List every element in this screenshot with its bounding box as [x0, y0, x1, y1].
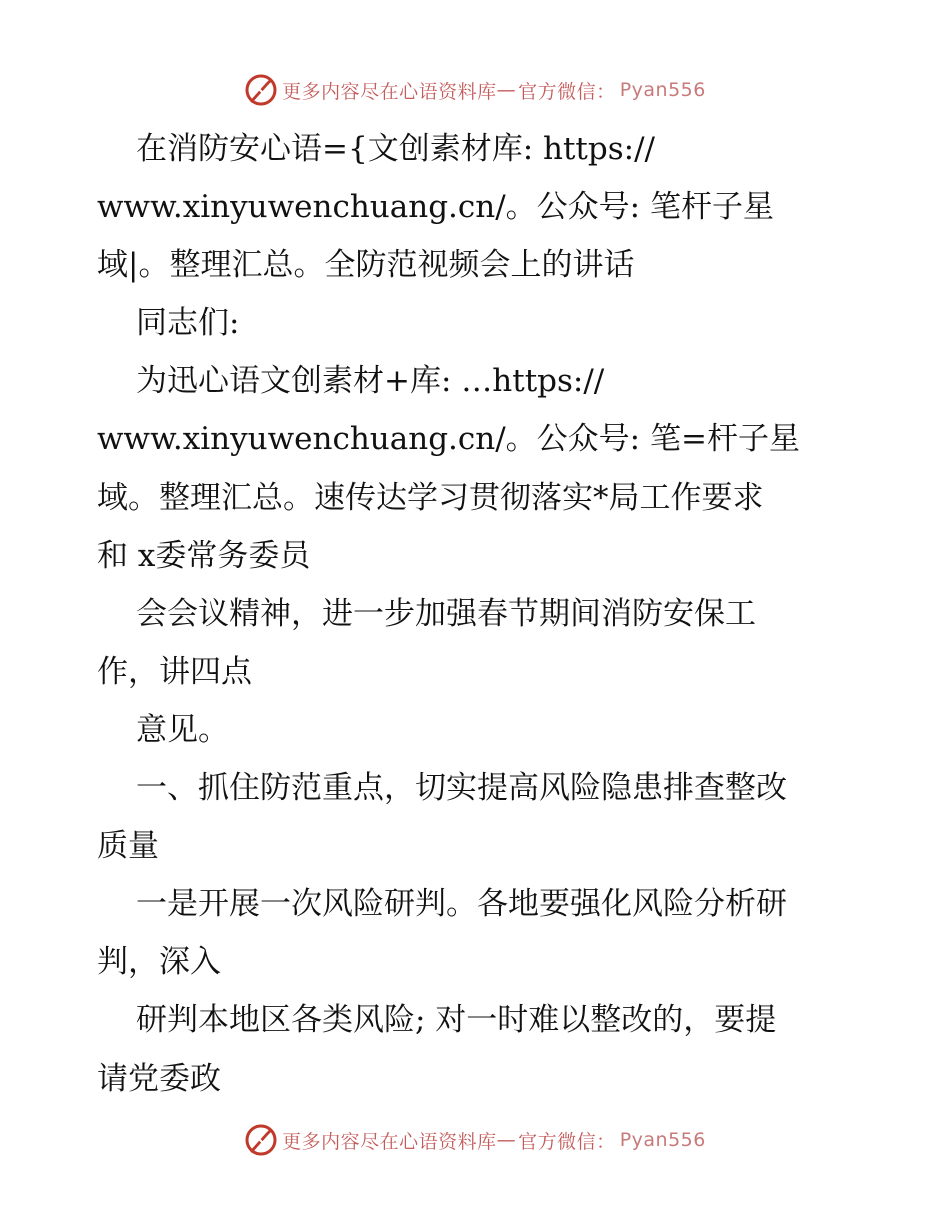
body-line: 作，讲四点 — [97, 653, 252, 690]
banner-wechat-id: Pyan556 — [619, 79, 706, 101]
body-line: 会会议精神，进一步加强春节期间消防安保工 — [136, 595, 756, 632]
quill-logo-icon — [244, 73, 278, 107]
body-line: 质量 — [97, 828, 159, 865]
banner-wechat-id: Pyan556 — [619, 1129, 706, 1151]
body-line: 域|。整理汇总。全防范视频会上的讲话 — [97, 247, 635, 284]
banner-dash: — — [496, 1129, 517, 1151]
body-line: 研判本地区各类风险; 对一时难以整改的，要提 — [136, 1002, 777, 1039]
quill-logo-icon — [244, 1123, 278, 1157]
footer-watermark-banner — [0, 1120, 950, 1160]
document-body — [97, 120, 867, 1108]
body-line: 为迅心语文创素材+库: …https:// — [136, 363, 605, 400]
header-watermark-banner — [0, 70, 950, 110]
body-line: 判，深入 — [97, 944, 221, 981]
section-heading: 一、抓住防范重点，切实提高风险隐患排查整改 — [136, 770, 787, 807]
body-line: 一是开展一次风险研判。各地要强化风险分析研 — [136, 886, 787, 923]
body-line: 在消防安心语={文创素材库: https:// — [136, 131, 655, 167]
body-line: 和 x委常务委员 — [97, 537, 311, 574]
banner-dash: — — [496, 79, 517, 101]
body-line: 域。整理汇总。速传达学习贯彻落实*局工作要求 — [97, 479, 764, 516]
body-line: 同志们: — [136, 305, 240, 342]
banner-official-label: 官方微信： — [518, 80, 616, 103]
body-line: www.xinyuwenchuang.cn/。公众号: 笔=杆子星 — [97, 421, 800, 458]
banner-official-label: 官方微信： — [518, 1130, 616, 1153]
banner-main-text: 更多内容尽在心语资料库 — [282, 80, 497, 103]
body-line: 请党委政 — [97, 1060, 221, 1097]
body-line: 意见。 — [136, 711, 229, 748]
body-line: www.xinyuwenchuang.cn/。公众号: 笔杆子星 — [97, 189, 774, 226]
banner-main-text: 更多内容尽在心语资料库 — [282, 1130, 497, 1153]
